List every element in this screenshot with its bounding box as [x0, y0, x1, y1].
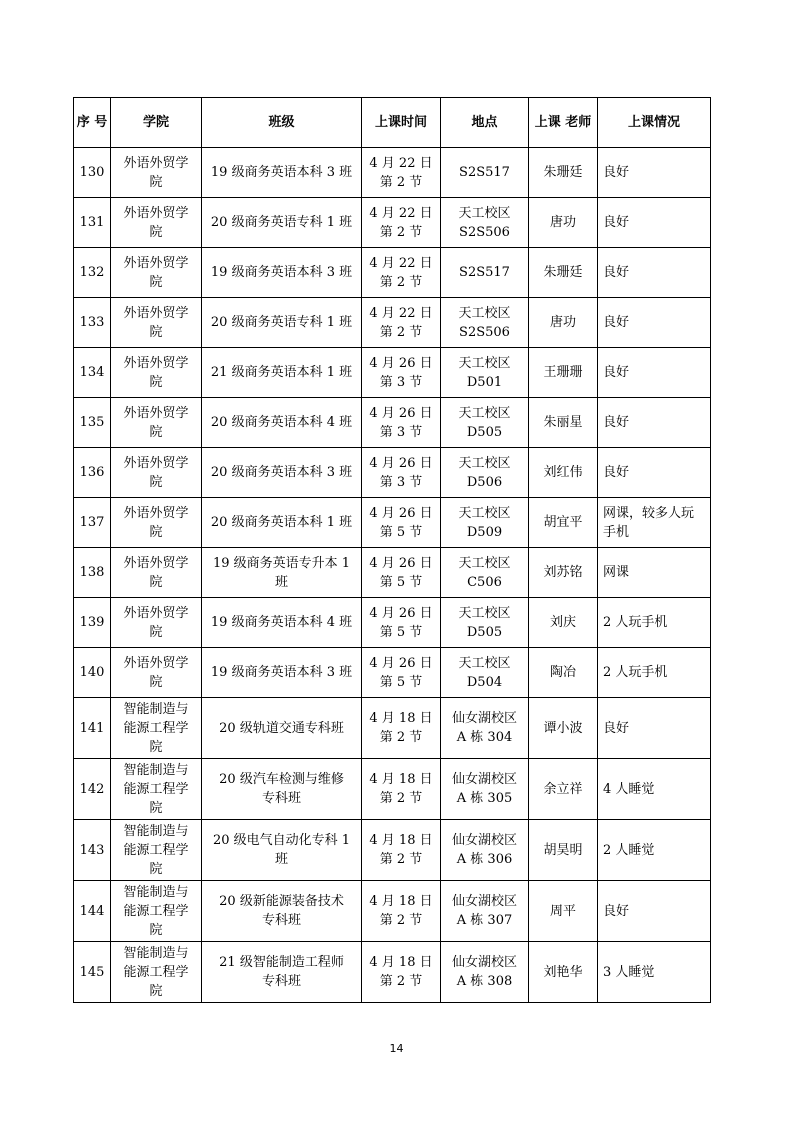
cell-college-line: 院 — [149, 474, 163, 490]
cell-place — [441, 881, 529, 942]
table-row — [74, 348, 711, 398]
cell-condition — [598, 298, 711, 348]
cell-place-line: 天工校区 — [458, 455, 511, 471]
cell-condition — [598, 548, 711, 598]
cell-place-line: S2S506 — [459, 224, 510, 240]
cell-college — [111, 298, 202, 348]
cell-college-line: 院 — [149, 861, 163, 877]
cell-no: 130 — [74, 148, 111, 198]
cell-class — [202, 881, 362, 942]
cell-no: 133 — [74, 298, 111, 348]
cell-place-line: D506 — [466, 474, 503, 490]
cell-teacher: 刘庆 — [529, 598, 598, 648]
cell-place-line: C506 — [467, 574, 502, 590]
cell-college-line: 院 — [149, 524, 163, 540]
cell-college-line: 院 — [149, 324, 163, 340]
cell-time — [362, 598, 441, 648]
cell-condition — [598, 698, 711, 759]
cell-college-line: 外语外贸学 — [123, 305, 189, 321]
cell-college-line: 能源工程学 — [123, 964, 189, 980]
cell-place-line: D505 — [466, 624, 503, 640]
cell-class-line: 班 — [274, 574, 288, 590]
cell-place-line: A 栋 304 — [456, 730, 513, 745]
cell-college-line: 智能制造与 — [123, 823, 189, 839]
cell-class-line: 21 级商务英语本科 1 班 — [210, 365, 353, 380]
cell-place-line: 仙女湖校区 — [451, 833, 517, 848]
cell-condition — [598, 148, 711, 198]
cell-no: 136 — [74, 448, 111, 498]
cell-no: 134 — [74, 348, 111, 398]
cell-college-line: 外语外贸学 — [123, 605, 189, 621]
cell-college — [111, 198, 202, 248]
cell-time-line: 4 月 18 日 — [369, 894, 433, 909]
cell-time — [362, 648, 441, 698]
cell-teacher: 胡宜平 — [529, 498, 598, 548]
cell-college-line: 智能制造与 — [123, 945, 189, 961]
cell-college — [111, 248, 202, 298]
cell-condition-line: 良好 — [603, 215, 630, 230]
cell-class — [202, 598, 362, 648]
header-teacher-line-2: 老师 — [565, 115, 592, 130]
table-row — [74, 448, 711, 498]
cell-class-line: 20 级轨道交通专科班 — [219, 720, 344, 736]
cell-college-line: 院 — [149, 674, 163, 690]
table-row — [74, 548, 711, 598]
cell-time-line: 4 月 18 日 — [369, 833, 433, 848]
cell-no: 143 — [74, 820, 111, 881]
cell-time-line: 第 3 节 — [379, 374, 423, 390]
cell-time-line: 第 5 节 — [379, 524, 423, 540]
cell-time-line: 4 月 26 日 — [369, 455, 433, 471]
table-row — [74, 498, 711, 548]
cell-condition — [598, 648, 711, 698]
cell-teacher: 胡昊明 — [529, 820, 598, 881]
cell-condition-line: 良好 — [603, 465, 630, 480]
cell-time-line: 第 5 节 — [379, 574, 423, 590]
cell-no: 140 — [74, 648, 111, 698]
header-no-line-1: 序 — [76, 115, 90, 130]
cell-place-line: D504 — [466, 674, 503, 690]
cell-place-line: 仙女湖校区 — [451, 772, 517, 787]
cell-college-line: 外语外贸学 — [123, 355, 189, 371]
cell-college-line: 院 — [149, 983, 163, 999]
cell-no: 135 — [74, 398, 111, 448]
table-row — [74, 648, 711, 698]
cell-time-line: 第 2 节 — [379, 791, 423, 806]
cell-class-line: 19 级商务英语专升本 1 — [212, 555, 351, 571]
schedule-table — [73, 97, 711, 1003]
cell-college — [111, 548, 202, 598]
cell-condition-line: 良好 — [603, 165, 630, 180]
cell-class — [202, 198, 362, 248]
table-row — [74, 759, 711, 820]
cell-no: 139 — [74, 598, 111, 648]
cell-condition-line: 4 人睡觉 — [603, 781, 655, 797]
cell-college — [111, 942, 202, 1003]
cell-time-line: 4 月 18 日 — [369, 772, 433, 787]
cell-class-line: 20 级新能源装备技术 — [219, 894, 344, 909]
cell-college-line: 能源工程学 — [123, 903, 189, 919]
cell-teacher: 唐功 — [529, 198, 598, 248]
cell-time-line: 4 月 22 日 — [369, 305, 433, 321]
cell-class — [202, 398, 362, 448]
cell-teacher: 余立祥 — [529, 759, 598, 820]
cell-condition — [598, 398, 711, 448]
cell-time-line: 4 月 26 日 — [369, 605, 433, 621]
cell-place-line: 仙女湖校区 — [451, 711, 517, 726]
cell-condition-line: 网课，较多人玩 — [603, 505, 695, 521]
cell-place — [441, 298, 529, 348]
cell-class-line: 19 级商务英语本科 3 班 — [210, 265, 353, 280]
cell-condition-line: 良好 — [603, 903, 630, 919]
page-number: 14 — [389, 1042, 404, 1055]
cell-class — [202, 348, 362, 398]
cell-college — [111, 398, 202, 448]
cell-time — [362, 148, 441, 198]
cell-college — [111, 820, 202, 881]
cell-time-line: 第 2 节 — [379, 174, 423, 190]
cell-class-line: 20 级商务英语本科 4 班 — [210, 415, 353, 430]
cell-place-line: 天工校区 — [458, 655, 511, 671]
header-teacher — [529, 98, 598, 148]
cell-time-line: 4 月 26 日 — [369, 355, 433, 371]
table-row — [74, 820, 711, 881]
table-row — [74, 298, 711, 348]
cell-time-line: 4 月 22 日 — [369, 205, 433, 221]
cell-college-line: 院 — [149, 922, 163, 938]
cell-college-line: 院 — [149, 424, 163, 440]
cell-place — [441, 598, 529, 648]
cell-class — [202, 648, 362, 698]
cell-college-line: 院 — [149, 224, 163, 240]
cell-time-line: 第 5 节 — [379, 624, 423, 640]
cell-college-line: 能源工程学 — [123, 781, 189, 797]
cell-place-line: D501 — [466, 374, 503, 390]
cell-place — [441, 248, 529, 298]
cell-time — [362, 698, 441, 759]
cell-college — [111, 448, 202, 498]
cell-place-line: 天工校区 — [458, 555, 511, 571]
table-row — [74, 398, 711, 448]
cell-place — [441, 448, 529, 498]
cell-teacher: 刘红伟 — [529, 448, 598, 498]
cell-place — [441, 548, 529, 598]
cell-college — [111, 648, 202, 698]
cell-time-line: 4 月 26 日 — [369, 555, 433, 571]
header-teacher-line-1: 上课 — [534, 115, 561, 130]
header-condition: 上课情况 — [598, 98, 711, 148]
cell-place-line: D509 — [466, 524, 503, 540]
cell-no: 145 — [74, 942, 111, 1003]
cell-time — [362, 448, 441, 498]
cell-class — [202, 148, 362, 198]
cell-no: 132 — [74, 248, 111, 298]
cell-college — [111, 881, 202, 942]
cell-place-line: A 栋 308 — [456, 974, 513, 989]
cell-class-line: 专科班 — [261, 974, 301, 989]
cell-place-line: A 栋 307 — [456, 913, 513, 928]
cell-no: 137 — [74, 498, 111, 548]
header-row — [74, 98, 711, 148]
cell-place-line: A 栋 306 — [456, 852, 513, 867]
cell-place — [441, 942, 529, 1003]
cell-class-line: 专科班 — [261, 791, 301, 806]
cell-condition-line: 手机 — [603, 524, 630, 540]
cell-class-line: 20 级电气自动化专科 1 — [212, 833, 351, 848]
cell-place — [441, 398, 529, 448]
cell-time-line: 第 2 节 — [379, 324, 423, 340]
cell-teacher: 朱丽星 — [529, 398, 598, 448]
cell-condition-line: 良好 — [603, 365, 630, 380]
cell-place — [441, 148, 529, 198]
cell-condition-line: 网课 — [603, 565, 630, 580]
cell-class — [202, 498, 362, 548]
cell-class — [202, 942, 362, 1003]
cell-college-line: 外语外贸学 — [123, 155, 189, 171]
cell-teacher: 谭小波 — [529, 698, 598, 759]
header-class: 班级 — [202, 98, 362, 148]
cell-teacher: 陶冶 — [529, 648, 598, 698]
cell-college-line: 智能制造与 — [123, 884, 189, 900]
cell-college — [111, 598, 202, 648]
cell-time — [362, 548, 441, 598]
cell-time-line: 4 月 18 日 — [369, 955, 433, 970]
cell-class — [202, 820, 362, 881]
cell-time — [362, 881, 441, 942]
cell-teacher: 刘苏铭 — [529, 548, 598, 598]
cell-time — [362, 942, 441, 1003]
cell-college — [111, 148, 202, 198]
cell-place — [441, 498, 529, 548]
table-row — [74, 198, 711, 248]
cell-college-line: 外语外贸学 — [123, 205, 189, 221]
cell-class-line: 20 级商务英语专科 1 班 — [210, 215, 353, 230]
cell-college-line: 外语外贸学 — [123, 255, 189, 271]
cell-class — [202, 248, 362, 298]
cell-condition-line: 2 人玩手机 — [603, 665, 668, 680]
cell-condition — [598, 881, 711, 942]
cell-condition — [598, 498, 711, 548]
cell-place-line: 天工校区 — [458, 205, 511, 221]
cell-college — [111, 498, 202, 548]
cell-teacher: 唐功 — [529, 298, 598, 348]
cell-class-line: 19 级商务英语本科 4 班 — [210, 615, 353, 630]
cell-college-line: 外语外贸学 — [123, 555, 189, 571]
cell-teacher: 刘艳华 — [529, 942, 598, 1003]
cell-place — [441, 820, 529, 881]
cell-college-line: 外语外贸学 — [123, 405, 189, 421]
cell-time — [362, 298, 441, 348]
cell-class — [202, 759, 362, 820]
cell-condition — [598, 598, 711, 648]
cell-condition-line: 良好 — [603, 265, 630, 280]
cell-teacher: 朱珊廷 — [529, 148, 598, 198]
cell-place-line: S2S517 — [459, 265, 510, 280]
cell-teacher: 王珊珊 — [529, 348, 598, 398]
header-time: 上课时间 — [362, 98, 441, 148]
cell-class-line: 20 级商务英语本科 1 班 — [210, 515, 353, 530]
cell-place-line: 仙女湖校区 — [451, 894, 517, 909]
header-place: 地点 — [441, 98, 529, 148]
header-no-line-2: 号 — [94, 115, 108, 130]
cell-place-line: D505 — [466, 424, 503, 440]
table-row — [74, 698, 711, 759]
cell-college-line: 院 — [149, 800, 163, 816]
cell-college — [111, 348, 202, 398]
cell-condition-line: 良好 — [603, 315, 630, 330]
cell-condition — [598, 759, 711, 820]
cell-place-line: A 栋 305 — [456, 791, 513, 806]
cell-condition-line: 良好 — [603, 720, 630, 736]
cell-class-line: 班 — [274, 852, 288, 867]
cell-condition-line: 3 人睡觉 — [603, 964, 655, 980]
cell-college-line: 能源工程学 — [123, 842, 189, 858]
cell-condition-line: 良好 — [603, 415, 630, 430]
cell-time-line: 第 2 节 — [379, 730, 423, 745]
cell-time-line: 4 月 26 日 — [369, 655, 433, 671]
cell-college-line: 能源工程学 — [123, 720, 189, 736]
cell-teacher: 周平 — [529, 881, 598, 942]
cell-no: 138 — [74, 548, 111, 598]
cell-time — [362, 759, 441, 820]
cell-condition — [598, 348, 711, 398]
cell-condition-line: 2 人睡觉 — [603, 842, 655, 858]
cell-time — [362, 198, 441, 248]
cell-time-line: 4 月 22 日 — [369, 255, 433, 271]
cell-condition — [598, 198, 711, 248]
cell-college-line: 院 — [149, 574, 163, 590]
cell-no: 141 — [74, 698, 111, 759]
cell-class — [202, 298, 362, 348]
cell-time — [362, 398, 441, 448]
cell-class-line: 专科班 — [261, 913, 301, 928]
cell-class-line: 19 级商务英语本科 3 班 — [210, 165, 353, 180]
cell-condition — [598, 248, 711, 298]
cell-time-line: 第 3 节 — [379, 424, 423, 440]
table-row — [74, 148, 711, 198]
cell-no: 142 — [74, 759, 111, 820]
cell-place — [441, 648, 529, 698]
cell-college-line: 外语外贸学 — [123, 505, 189, 521]
cell-no: 131 — [74, 198, 111, 248]
cell-college-line: 外语外贸学 — [123, 655, 189, 671]
header-college: 学院 — [111, 98, 202, 148]
cell-time-line: 4 月 26 日 — [369, 405, 433, 421]
cell-class-line: 20 级汽车检测与维修 — [219, 772, 344, 787]
cell-time-line: 第 2 节 — [379, 974, 423, 989]
table-body — [74, 148, 711, 1003]
cell-college-line: 院 — [149, 274, 163, 290]
cell-time-line: 4 月 22 日 — [369, 155, 433, 171]
cell-time-line: 第 3 节 — [379, 474, 423, 490]
cell-college-line: 院 — [149, 739, 163, 755]
cell-college-line: 外语外贸学 — [123, 455, 189, 471]
cell-time-line: 第 2 节 — [379, 274, 423, 290]
cell-class-line: 20 级商务英语专科 1 班 — [210, 315, 353, 330]
cell-college-line: 智能制造与 — [123, 762, 189, 778]
cell-time — [362, 248, 441, 298]
cell-place-line: 天工校区 — [458, 355, 511, 371]
cell-time — [362, 498, 441, 548]
cell-time-line: 第 2 节 — [379, 852, 423, 867]
cell-class — [202, 698, 362, 759]
cell-time-line: 4 月 18 日 — [369, 711, 433, 726]
cell-time-line: 第 2 节 — [379, 224, 423, 240]
cell-college-line: 智能制造与 — [123, 701, 189, 717]
cell-place-line: 天工校区 — [458, 605, 511, 621]
cell-time — [362, 820, 441, 881]
cell-time — [362, 348, 441, 398]
cell-class-line: 21 级智能制造工程师 — [219, 955, 344, 970]
table-row — [74, 942, 711, 1003]
cell-class-line: 19 级商务英语本科 3 班 — [210, 665, 353, 680]
cell-place — [441, 698, 529, 759]
cell-condition-line: 2 人玩手机 — [603, 615, 668, 630]
cell-no: 144 — [74, 881, 111, 942]
header-no — [74, 98, 111, 148]
cell-class-line: 20 级商务英语本科 3 班 — [210, 465, 353, 480]
cell-place-line: 天工校区 — [458, 305, 511, 321]
table-row — [74, 598, 711, 648]
table-row — [74, 248, 711, 298]
cell-place-line: 天工校区 — [458, 505, 511, 521]
cell-college — [111, 759, 202, 820]
cell-place-line: S2S517 — [459, 165, 510, 180]
cell-place-line: S2S506 — [459, 324, 510, 340]
cell-time-line: 4 月 26 日 — [369, 505, 433, 521]
cell-college-line: 院 — [149, 374, 163, 390]
cell-condition — [598, 942, 711, 1003]
cell-time-line: 第 2 节 — [379, 913, 423, 928]
cell-condition — [598, 820, 711, 881]
cell-teacher: 朱珊廷 — [529, 248, 598, 298]
cell-class — [202, 448, 362, 498]
cell-college-line: 院 — [149, 624, 163, 640]
cell-place-line: 仙女湖校区 — [451, 955, 517, 970]
cell-place — [441, 198, 529, 248]
cell-college-line: 院 — [149, 174, 163, 190]
cell-place-line: 天工校区 — [458, 405, 511, 421]
cell-class — [202, 548, 362, 598]
table-row — [74, 881, 711, 942]
cell-time-line: 第 5 节 — [379, 674, 423, 690]
cell-place — [441, 759, 529, 820]
cell-condition — [598, 448, 711, 498]
cell-college — [111, 698, 202, 759]
cell-place — [441, 348, 529, 398]
